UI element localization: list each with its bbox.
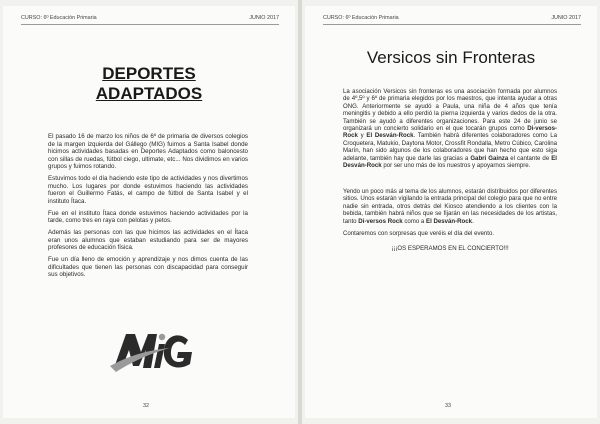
page-number: 32 — [143, 403, 149, 409]
article-title-versicos: Versicos sin Fronteras — [366, 48, 536, 67]
paragraph: Contaremos con sorpresas que veréis el día del evento. — [343, 229, 495, 237]
article-title-deportes: DEPORTES ADAPTADOS — [95, 64, 203, 103]
book-gutter — [298, 0, 302, 424]
paragraph: El pasado 16 de marzo los niños de 6º de primaria de diversos colegios de la margen izquierda del Gállego (MIG) fuimos a Santa Isabel donde hicimos actividades basadas en Deportes Adaptados como baloncesto con sillas de ruedas, fútbol ciego, ultimate, etc... Nos dividimos en varios grupos y fuimos rotando. — [48, 133, 248, 170]
right-page — [305, 6, 597, 418]
page-number: 33 — [445, 403, 451, 409]
right-page-header — [323, 14, 581, 25]
paragraph: Estuvimos todo el día haciendo este tipo de actividades y nos divertimos mucho. Los lugares por donde estuvimos haciendo las actividades fueron el Guillermo Fatás, el campo de fútbol de Santa Isabel y el instituto Ítaca. — [48, 175, 248, 205]
svg-text:MIG — [153, 372, 154, 373]
closing-line: ¡¡¡OS ESPERAMOS EN EL CONCIERTO!!! — [391, 244, 509, 252]
article-body-deportes — [48, 133, 248, 283]
course-label: CURSO: 6º Educación Primaria — [21, 15, 97, 21]
left-page — [3, 6, 295, 418]
article-body-versicos — [343, 88, 557, 257]
course-label: CURSO: 6º Educación Primaria — [323, 15, 399, 21]
paragraph: Además las personas con las que hicimos las actividades en el Ítaca eran unos alumnos que estaban estudiando para ser de mayores profesores de educación física. — [48, 229, 248, 251]
left-page-header — [21, 14, 279, 25]
date-label: JUNIO 2017 — [551, 15, 581, 21]
date-label: JUNIO 2017 — [249, 15, 279, 21]
paragraph: Fue en el instituto Ítaca donde estuvimos haciendo actividades por la tarde, como tres en raya con pelotas y petos. — [48, 209, 248, 224]
mig-logo — [108, 326, 198, 374]
paragraph: La asociación Versicos sin fronteras es una asociación formada por alumnos de 4º,5º y 6º de primaria elegidos por los maestros, que intenta ayudar a otras ONG. Anteriormente se ayudó a Paula, una niña de 4 años que tenía meningitis y debido a ello perdió la pierna izquierda y varios dedos de la otra. También se ayudó a diferentes organizaciones. Para este 24 de junio se organizará un concierto solidario en el que tocarán grupos como Di-versos-Rock y El Desván-Rock. También habrá diferentes colaboradores como La Croquetera, Matukio, Daytona Motor, Crossfit Rondalla, Metro Cúbico, Carolina Marín, han sido algunos de los colaboradores que han hecho que esto siga adelante, también hay que darle las gracias a Gabri Gainza el cantante de El Desván-Rock por ser uno más de los nuestros y apoyarnos siempre. — [343, 88, 558, 170]
paragraph: Fue un día lleno de emoción y aprendizaje y nos dimos cuenta de las dificultades que tienen las personas con discapacidad para conseguir sus objetivos. — [48, 256, 248, 278]
paragraph: Yendo un poco más al tema de los alumnos, estarán distribuidos por diferentes sitios. Unos estarán vigilando la entrada principal del colegio para que no entre nadie sin entrada, otros detrás del Kiosco atendiendo a los clientes con la bebida, también habrá niños que se fijarán en las necesidades de los artistas, tanto Di-versos Rock como a El Desván-Rock. — [343, 187, 557, 225]
